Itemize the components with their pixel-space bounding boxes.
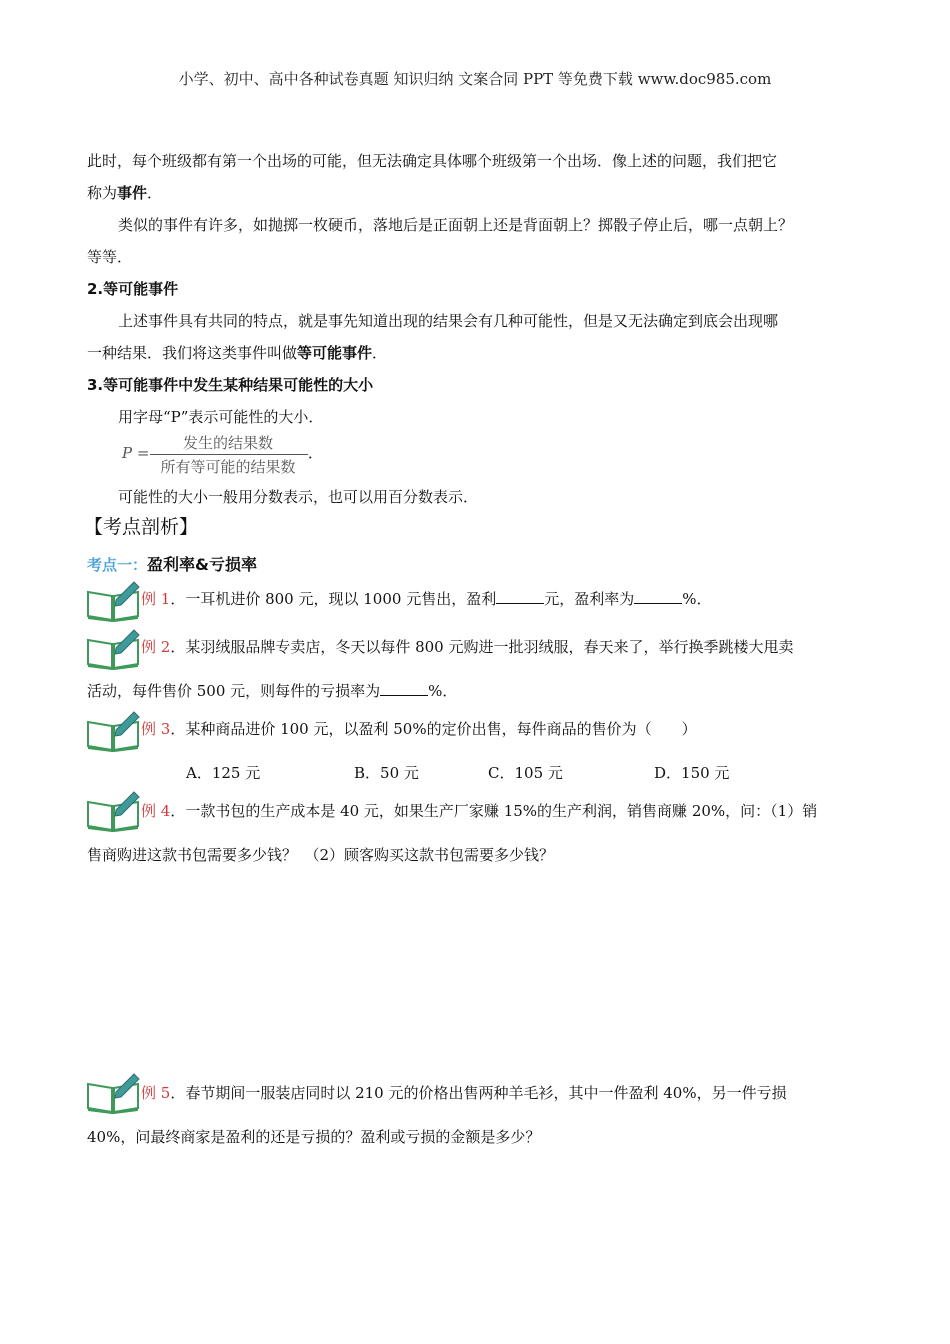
answer-blank[interactable] — [496, 589, 544, 604]
probability-formula — [118, 430, 338, 478]
section-3-line-2: 可能性的大小一般用分数表示，也可以用百分数表示． — [118, 488, 479, 506]
intro-line-3: 类似的事件有许多，如抛掷一枚硬币，落地后是正面朝上还是背面朝上？掷骰子停止后，哪一点朝上？ — [118, 216, 794, 234]
term-event: 事件 — [117, 184, 148, 202]
term-equal-probability-event: 等可能事件 — [297, 344, 373, 362]
section-3-line-1: 用字母“P”表示可能性的大小． — [118, 408, 324, 426]
section-2-title: 2.等可能事件 — [87, 280, 179, 298]
page-header: 小学、初中、高中各种试卷真题 知识归纳 文案合同 PPT 等免费下载 www.doc985.com — [178, 70, 772, 88]
book-pencil-icon — [86, 708, 140, 752]
section-2-line-2: 一种结果．我们将这类事件叫做等可能事件． — [87, 344, 388, 362]
kaodian-title: 盈利率&亏损率 — [147, 555, 257, 574]
example-4-line-2: 售商购进这款书包需要多少钱？ （2）顾客购买这款书包需要多少钱？ — [87, 846, 555, 864]
example-5-label: 例 5 — [141, 1084, 171, 1102]
example-4-line-1: 例 4．一款书包的生产成本是 40 元，如果生产厂家赚 15%的生产利润，销售商赚 20%，问：（1）销 — [141, 802, 818, 820]
example-5-line-2: 40%，问最终商家是盈利的还是亏损的？盈利或亏损的金额是多少？ — [87, 1128, 541, 1146]
option-c[interactable]: C．105 元 — [488, 764, 563, 782]
kaodian-1 — [87, 552, 257, 575]
kaodian-label: 考点一： — [87, 556, 148, 574]
option-d[interactable]: D．150 元 — [654, 764, 730, 782]
intro-line-2: 称为事件． — [87, 184, 163, 202]
example-2-line-1: 例 2．某羽绒服品牌专卖店，冬天以每件 800 元购进一批羽绒服，春天来了，举行换季跳楼大甩卖 — [141, 638, 794, 656]
example-2-line-2: 活动，每件售价 500 元，则每件的亏损率为 %． — [87, 682, 458, 700]
example-4-label: 例 4 — [141, 802, 171, 820]
book-pencil-icon — [86, 788, 140, 832]
intro-line-1: 此时，每个班级都有第一个出场的可能，但无法确定具体哪个班级第一个出场．像上述的问题，我们把它 — [87, 152, 778, 170]
formula-lhs: P = — [122, 444, 150, 462]
example-1-label: 例 1 — [141, 590, 171, 608]
section-3-title: 3.等可能事件中发生某种结果可能性的大小 — [87, 376, 374, 394]
example-3-label: 例 3 — [141, 720, 171, 738]
book-pencil-icon — [86, 626, 140, 670]
formula-denominator: 所有等可能的结果数 — [160, 458, 296, 476]
example-5-line-1: 例 5．春节期间一服装店同时以 210 元的价格出售两种羊毛衫，其中一件盈利 40%，另一件亏损 — [141, 1084, 787, 1102]
option-a[interactable]: A．125 元 — [186, 764, 261, 782]
section-2-line-1: 上述事件具有共同的特点，就是事先知道出现的结果会有几种可能性，但是又无法确定到底会出现哪 — [118, 312, 779, 330]
formula-numerator: 发生的结果数 — [182, 434, 273, 452]
example-1: 例 1．一耳机进价 800 元，现以 1000 元售出，盈利 元，盈利率为 %． — [141, 590, 712, 608]
analysis-heading: 【考点剖析】 — [84, 516, 199, 538]
book-pencil-icon — [86, 1070, 140, 1114]
example-3: 例 3．某种商品进价 100 元，以盈利 50%的定价出售，每件商品的售价为（ ） — [141, 720, 697, 738]
book-pencil-icon — [86, 578, 140, 622]
answer-blank[interactable] — [634, 589, 682, 604]
option-b[interactable]: B．50 元 — [354, 764, 419, 782]
intro-line-4: 等等． — [87, 248, 133, 266]
answer-blank[interactable] — [380, 681, 428, 696]
example-2-label: 例 2 — [141, 638, 171, 656]
formula-end: ． — [308, 444, 324, 462]
fraction-bar — [150, 454, 308, 455]
